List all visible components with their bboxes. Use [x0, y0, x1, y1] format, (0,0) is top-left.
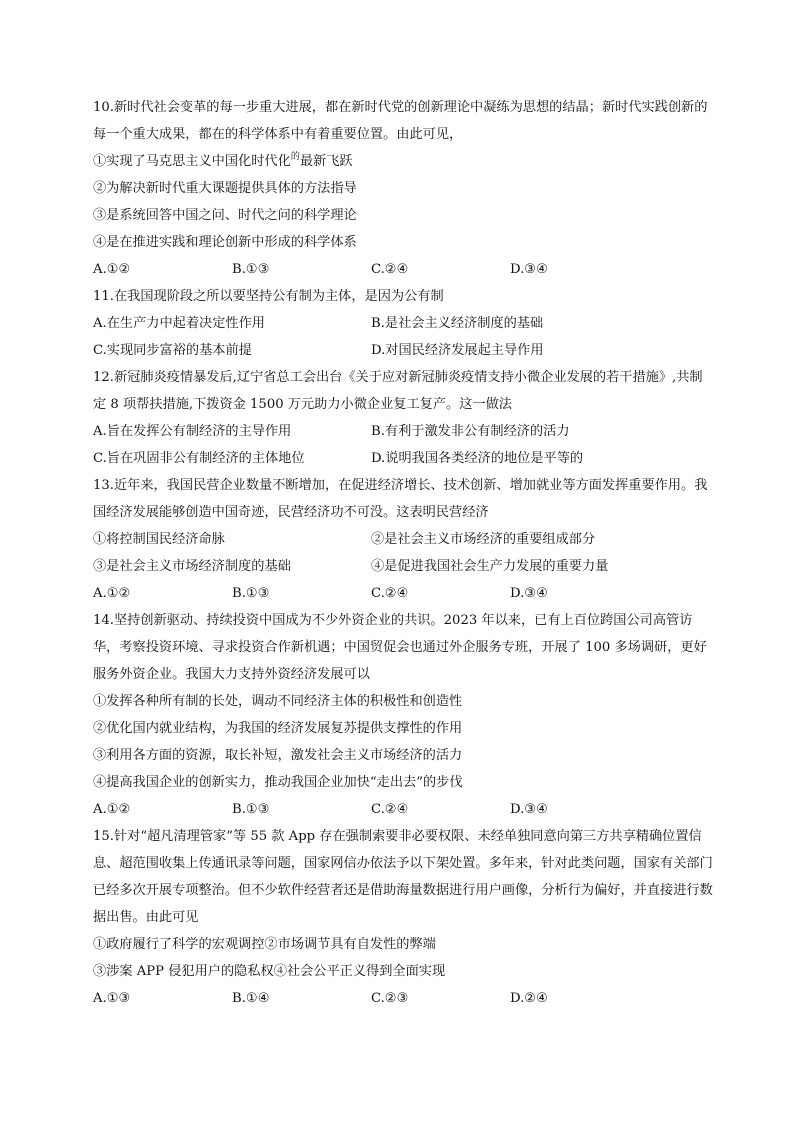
answer-c[interactable]: C.②④ — [371, 262, 409, 277]
answer-b[interactable]: B.①③ — [232, 802, 270, 817]
question-stem: 10.新时代社会变革的每一步重大进展，都在新时代党的创新理论中凝练为思想的结晶；新时代实践创新的每一个重大成果，都在的科学体系中有着重要位置。由此可见， — [93, 100, 708, 142]
statement-1-2: ①政府履行了科学的宏观调控②市场调节具有自发性的弊端 — [93, 937, 436, 952]
option-b[interactable]: B.是社会主义经济制度的基础 — [371, 316, 544, 331]
statement-row — [93, 553, 714, 580]
answer-c[interactable]: C.②④ — [371, 586, 409, 601]
answer-choices — [93, 796, 714, 823]
option-d[interactable]: D.对国民经济发展起主导作用 — [371, 343, 544, 358]
option-row — [93, 445, 714, 472]
answer-d[interactable]: D.②④ — [510, 991, 548, 1006]
option-a[interactable]: A.在生产力中起着决定性作用 — [93, 316, 265, 331]
answer-a[interactable]: A.①② — [93, 262, 131, 277]
statement-text-tail: 最新飞跃 — [299, 154, 353, 169]
answer-d[interactable]: D.③④ — [510, 586, 548, 601]
question-12 — [93, 364, 714, 472]
option-row — [93, 310, 714, 337]
answer-d[interactable]: D.③④ — [510, 802, 548, 817]
statement-4: ④提高我国企业的创新实力，推动我国企业加快“走出去”的步伐 — [93, 775, 463, 790]
option-c[interactable]: C.旨在巩固非公有制经济的主体地位 — [93, 451, 305, 466]
question-stem: 12.新冠肺炎疫情暴发后,辽宁省总工会出台《关于应对新冠肺炎疫情支持小微企业发展的若干措施》,共制定 8 项帮扶措施,下拨资金 1500 万元助力小微企业复工复产。这一做法 — [93, 370, 703, 412]
statement-3: ③是社会主义市场经济制度的基础 — [93, 559, 291, 574]
statement-4: ④是促进我国社会生产力发展的重要力量 — [371, 559, 609, 574]
question-stem: 11.在我国现阶段之所以要坚持公有制为主体，是因为公有制 — [93, 289, 444, 304]
question-stem: 15.针对“超凡清理管家”等 55 款 App 存在强制索要非必要权限、未经单独同意向第三方共享精确位置信息、超范围收集上传通讯录等问题，国家网信办依法予以下架处置。多年来，针对此类问题，国家有关部门已经多次开展专项整治。但不少软件经营者还是借助海量数据进行用户画像，分析行为偏好，并直接进行数据出售。由此可见 — [93, 829, 713, 925]
question-11 — [93, 283, 714, 364]
option-row — [93, 337, 714, 364]
option-row — [93, 418, 714, 445]
option-d[interactable]: D.说明我国各类经济的地位是平等的 — [371, 451, 584, 466]
answer-b[interactable]: B.①③ — [232, 262, 270, 277]
question-13 — [93, 472, 714, 607]
statement-1 — [93, 148, 714, 175]
answer-choices — [93, 580, 714, 607]
statement-3: ③利用各方面的资源，取长补短，激发社会主义市场经济的活力 — [93, 748, 463, 763]
question-14 — [93, 607, 714, 823]
statement-2: ②为解决新时代重大课题提供具体的方法指导 — [93, 181, 357, 196]
statement-3-4: ③涉案 APP 侵犯用户的隐私权④社会公平正义得到全面实现 — [93, 964, 446, 979]
answer-a[interactable]: A.①③ — [93, 991, 131, 1006]
answer-a[interactable]: A.①② — [93, 802, 131, 817]
statement-3: ③是系统回答中国之问、时代之问的科学理论 — [93, 208, 357, 223]
statement-text: ①实现了马克思主义中国化时代化 — [93, 154, 291, 169]
statement-1: ①将控制国民经济命脉 — [93, 532, 225, 547]
answer-choices — [93, 985, 714, 1012]
answer-b[interactable]: B.①④ — [232, 991, 270, 1006]
question-10 — [93, 94, 714, 283]
statement-1: ①发挥各种所有制的长处，调动不同经济主体的积极性和创造性 — [93, 694, 463, 709]
question-stem: 14.坚持创新驱动、持续投资中国成为不少外资企业的共识。2023 年以来，已有上百位跨国公司高管访华，考察投资环境、寻求投资合作新机遇；中国贸促会也通过外企服务专班，开展了 100 多场调研，更好服务外资企业。我国大力支持外资经济发展可以 — [93, 613, 707, 682]
option-a[interactable]: A.旨在发挥公有制经济的主导作用 — [93, 424, 292, 439]
statement-2: ②优化国内就业结构，为我国的经济发展复苏提供支撑性的作用 — [93, 721, 463, 736]
statement-2: ②是社会主义市场经济的重要组成部分 — [371, 532, 596, 547]
statement-4: ④是在推进实践和理论创新中形成的科学体系 — [93, 235, 357, 250]
option-b[interactable]: B.有利于激发非公有制经济的活力 — [371, 424, 570, 439]
statement-row — [93, 526, 714, 553]
answer-choices — [93, 256, 714, 283]
option-c[interactable]: C.实现同步富裕的基本前提 — [93, 343, 252, 358]
answer-b[interactable]: B.①③ — [232, 586, 270, 601]
question-stem: 13.近年来，我国民营企业数量不断增加，在促进经济增长、技术创新、增加就业等方面发挥重要作用。我国经济发展能够创造中国奇迹，民营经济功不可没。这表明民营经济 — [93, 478, 708, 520]
question-15 — [93, 823, 714, 1012]
statement-superscript: 的 — [290, 152, 300, 162]
answer-d[interactable]: D.③④ — [510, 262, 548, 277]
answer-c[interactable]: C.②③ — [371, 991, 409, 1006]
answer-c[interactable]: C.②④ — [371, 802, 409, 817]
answer-a[interactable]: A.①② — [93, 586, 131, 601]
